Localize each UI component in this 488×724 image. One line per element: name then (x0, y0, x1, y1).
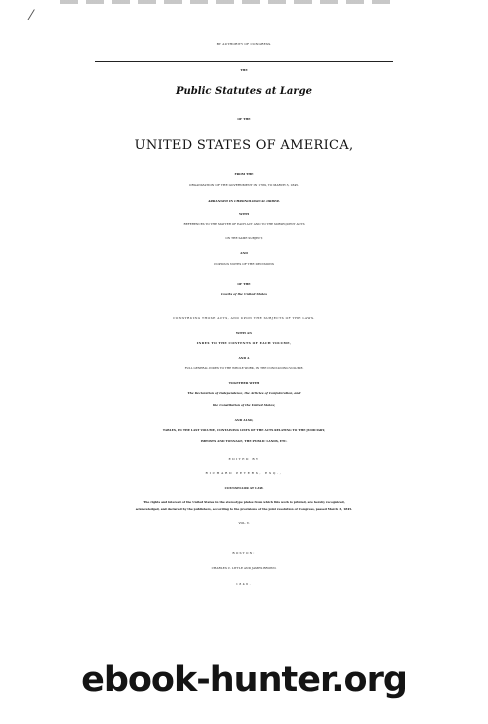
copious-notes-line: COPIOUS NOTES OF THE DECISIONS (214, 262, 274, 266)
country-name: UNITED STATES OF AMERICA, (134, 138, 354, 153)
edited-by: EDITED BY (228, 457, 260, 461)
declaration-line-2: the Constitution of the United States; (212, 403, 276, 407)
title-with: WITH (239, 212, 249, 216)
title-from-the: FROM THE (234, 172, 254, 176)
top-edge-artifact (60, 0, 390, 4)
title-and-also: AND ALSO, (234, 418, 254, 422)
imprint-publishers: CHARLES C. LITTLE AND JAMES BROWN. (211, 566, 277, 570)
title-and: AND (240, 251, 248, 255)
index-line: INDEX TO THE CONTENTS OF EACH VOLUME, (196, 341, 292, 345)
title-of-the-2: OF THE (237, 282, 251, 286)
authority-heading: BY AUTHORITY OF CONGRESS. (216, 42, 272, 46)
title-the: THE (240, 68, 248, 72)
title-together-with: TOGETHER WITH (228, 381, 260, 385)
references-line-2: ON THE SAME SUBJECT, (225, 236, 263, 240)
volume-number: VOL. V. (238, 521, 250, 525)
construing-line: CONSTRUING THOSE ACTS, AND UPON THE SUBJECTS OF THE LAWS. (173, 316, 315, 320)
header-rule (95, 61, 393, 62)
pencil-mark-icon: ⁄ (30, 8, 33, 24)
editor-role: COUNSELLOR AT LAW. (224, 486, 264, 490)
full-index-line: FULL GENERAL INDEX TO THE WHOLE WORK, IN THE CONCLUDING VOLUME. (184, 366, 304, 370)
rights-notice-line-1: The rights and interest of the United States in the stereotype plates from which this work is printed, are hereby recognized, (143, 500, 345, 504)
imprint-year: 1846. (235, 582, 253, 586)
title-with-an: WITH AN (236, 331, 252, 335)
title-and-a: AND A (238, 356, 250, 360)
tables-line-2: IMPOSTS AND TONNAGE, THE PUBLIC LANDS, ETC. (200, 439, 288, 443)
arranged-line: ARRANGED IN CHRONOLOGICAL ORDER. (208, 199, 280, 203)
title-of-the: OF THE (237, 117, 251, 121)
rights-notice-line-2: acknowledged, and declared by the publishers, according to the provisions of the joint resolution of Congress, passed March 3, 1845. (135, 507, 353, 511)
statutes-title: Public Statutes at Large (176, 86, 312, 97)
courts-title: Courts of the United States (221, 292, 267, 296)
watermark-text: ebook-hunter.org (81, 660, 407, 700)
declaration-line-1: The Declaration of Independence, the Articles of Confederation, and (187, 391, 301, 395)
editor-name: RICHARD PETERS, ESQ., (205, 471, 283, 475)
imprint-city: BOSTON: (232, 551, 256, 555)
references-line-1: REFERENCES TO THE MATTER OF EACH ACT AND TO THE SUBSEQUENT ACTS (183, 222, 305, 226)
tables-line-1: TABLES, IN THE LAST VOLUME, CONTAINING LISTS OF THE ACTS RELATING TO THE JUDICIARY, (162, 428, 326, 432)
period-line: ORGANIZATION OF THE GOVERNMENT IN 1789, TO MARCH 3, 1845. (188, 183, 300, 187)
